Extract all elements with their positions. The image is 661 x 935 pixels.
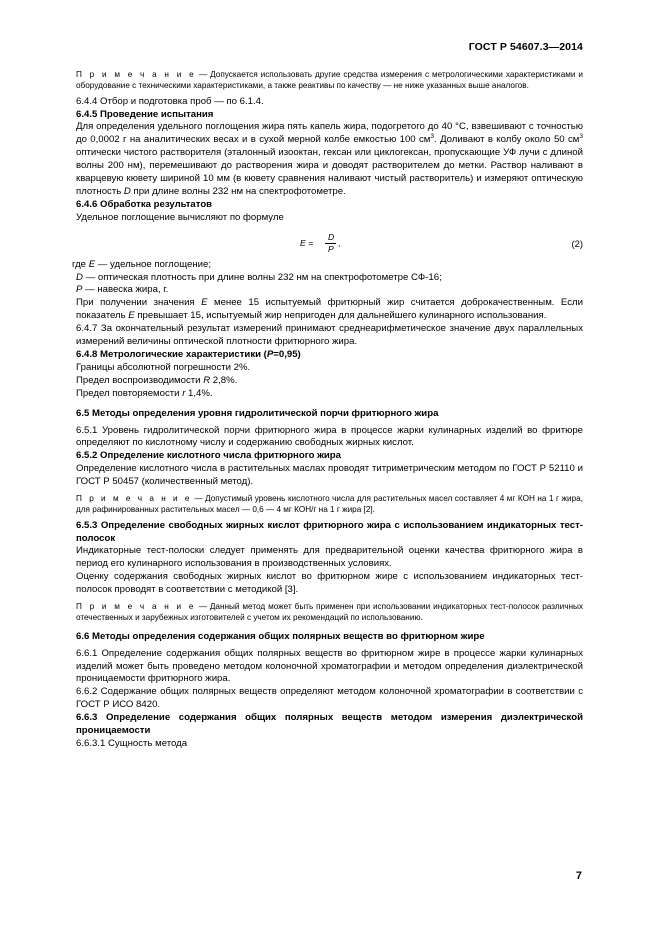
section-6-5-1: 6.5.1 Уровень гидролитической порчи фритюрного жира в процессе жарки кулинарных изделий во фритюре определяют по кислотному числу и содержанию свободных жирных кислот. <box>76 424 583 449</box>
variable-e: E <box>88 258 96 270</box>
evaluation-paragraph <box>76 297 583 323</box>
section-6-4-7: 6.4.7 За окончательный результат измерений принимают среднеарифметическое значение двух параллельных измерений величины оптической плотности фритюрного жира. <box>76 323 583 348</box>
where-word: где <box>72 258 87 270</box>
metrology-line-2 <box>76 375 583 388</box>
section-6-6-1: 6.6.1 Определение содержания общих полярных веществ во фритюрном жире в процессе жарки кулинарных изделий может быть проведено методом колоночной хроматографии и методом определения диэлектрической проницаемости фритюрного жира. <box>76 647 583 685</box>
text-part: оптически чистого растворителя (эталонный изооктан, гексан или циклогексан, пропускающие УФ лучи с длиной волны 200 нм), перемешивают до растворения жира и доводят растворителем до метки. Раствор наливают в кварцевую кювету шириной 10 мм (в кювету сравнения наливают чистый растворитель) и измеряют оптическую плотность <box>76 147 583 197</box>
text-part: Предел воспроизводимости <box>76 374 204 386</box>
variable-d: D <box>76 271 83 283</box>
text-part: 1,4%. <box>185 387 213 399</box>
formula-lhs: E = <box>300 237 314 248</box>
document-body <box>72 69 584 751</box>
heading-6-6: 6.6 Методы определения содержания общих полярных веществ во фритюрном жире <box>76 630 485 642</box>
formula-numerator: D <box>328 231 335 242</box>
section-6-5-3-text-2: Оценку содержания свободных жирных кислот во фритюрном жире с использованием индикаторных тест-полосок проводят в соответствии с методикой [3]. <box>76 571 583 596</box>
note-label: П р и м е ч а н и е <box>76 70 197 79</box>
note-text: — Допускается использовать другие средства измерения с метрологическими характеристиками и оборудование с техническими характеристиками, а также реактивы по качеству — не ниже указанных выше аналогов. <box>76 70 583 91</box>
formula-number: (2) <box>571 237 583 249</box>
variable-e: E <box>128 310 135 322</box>
heading-6-4-6: 6.4.6 Обработка результатов <box>76 198 213 210</box>
section-6-4-5-text <box>76 121 583 198</box>
text-part: Для определения удельного поглощения жира пять капель жира, подогретого до 40 °С, взвешивают с точностью до 0,0002 г на аналитических весах и в сухой мерной колбе емкостью 100 см <box>76 121 583 146</box>
where-d <box>76 272 583 285</box>
note-label: П р и м е ч а н и е <box>76 602 196 612</box>
heading-6-4-8 <box>76 349 583 362</box>
text-part: менее 15 испытуемый фритюрный жир считается доброкачественным. Если показатель <box>76 297 583 322</box>
variable-p: P <box>76 284 83 296</box>
text-part: 6.4.8 Метрологические характеристики ( <box>76 349 267 360</box>
text-part: при длине волны 232 нм на спектрофотометре. <box>130 185 346 197</box>
section-6-5-3-text-1: Индикаторные тест-полоски следует применять для предварительной оценки качества фритюрного жира в период его кулинарного использования в производственных условиях. <box>76 545 583 570</box>
text-part: . Доливают в колбу около 50 см <box>434 134 580 146</box>
variable-p: Р <box>266 349 274 360</box>
formula-intro: Удельное поглощение вычисляют по формуле <box>76 211 284 223</box>
where-e <box>72 259 583 272</box>
heading-6-5: 6.5 Методы определения уровня гидролитической порчи фритюрного жира <box>76 407 439 419</box>
text-part: 2,8%. <box>210 374 238 386</box>
text-part: превышает 15, испытуемый жир непригоден для дальнейшего кулинарного использования. <box>134 310 547 322</box>
heading-6-6-3: 6.6.3 Определение содержания общих полярных веществ методом измерения диэлектрической проницаемости <box>76 712 583 737</box>
heading-6-4-5: 6.4.5 Проведение испытания <box>76 108 214 120</box>
note-text: — Данный метод может быть применен при использовании индикаторных тест-полосок различных отечественных и зарубежных изготовителей с учетом их рекомендаций по использованию. <box>76 602 583 623</box>
superscript: 3 <box>430 133 435 141</box>
variable-r-small: r <box>182 387 186 399</box>
variable-d: D <box>123 185 131 197</box>
note-acid-number <box>76 493 583 516</box>
section-6-6-2: 6.6.2 Содержание общих полярных веществ определяют методом колоночной хроматографии в соответствии с ГОСТ Р ИСО 8420. <box>76 686 583 711</box>
where-p <box>76 284 583 297</box>
variable-e: E <box>201 297 208 309</box>
text-part: Предел повторяемости <box>76 387 183 399</box>
note-equipment <box>76 69 583 92</box>
formula-denominator: P <box>328 243 334 254</box>
heading-6-5-2: 6.5.2 Определение кислотного числа фритюрного жира <box>76 450 341 462</box>
formula-2 <box>76 225 583 259</box>
formula-comma: , <box>338 237 341 248</box>
metrology-line-1: Границы абсолютной погрешности 2%. <box>76 361 251 373</box>
definition-d: — оптическая плотность при длине волны 232 нм на спектрофотометре СФ-16; <box>82 271 442 283</box>
variable-r: R <box>203 374 211 386</box>
section-6-5-2-text: Определение кислотного числа в растительных маслах проводят титриметрическим методом по ГОСТ Р 52110 и ГОСТ Р 50457 (количественный метод). <box>76 463 583 488</box>
note-text: — Допустимый уровень кислотного числа для растительных масел составляет 4 мг КОН на 1 г жира, для рафинированных растительных масел — 0,6 — 4 мг КОН/г на 1 г жира [2]. <box>76 494 583 515</box>
document-header: ГОСТ Р 54607.3—2014 <box>468 41 583 53</box>
definition-p: — навеска жира, г. <box>82 284 169 296</box>
page-number: 7 <box>575 870 582 882</box>
section-6-6-3-1: 6.6.3.1 Сущность метода <box>76 737 188 749</box>
metrology-line-3 <box>76 388 583 401</box>
heading-6-5-3: 6.5.3 Определение свободных жирных кислот фритюрного жира с использованием индикаторных тест-полосок <box>76 519 583 544</box>
section-6-4-4: 6.4.4 Отбор и подготовка проб — по 6.1.4. <box>76 95 264 107</box>
note-test-strips <box>76 601 583 624</box>
superscript: 3 <box>579 133 584 141</box>
text-part: =0,95) <box>273 349 301 360</box>
note-label: П р и м е ч а н и е <box>76 494 192 504</box>
text-part: При получении значения <box>76 297 202 309</box>
definition-e: — удельное поглощение; <box>95 258 211 270</box>
